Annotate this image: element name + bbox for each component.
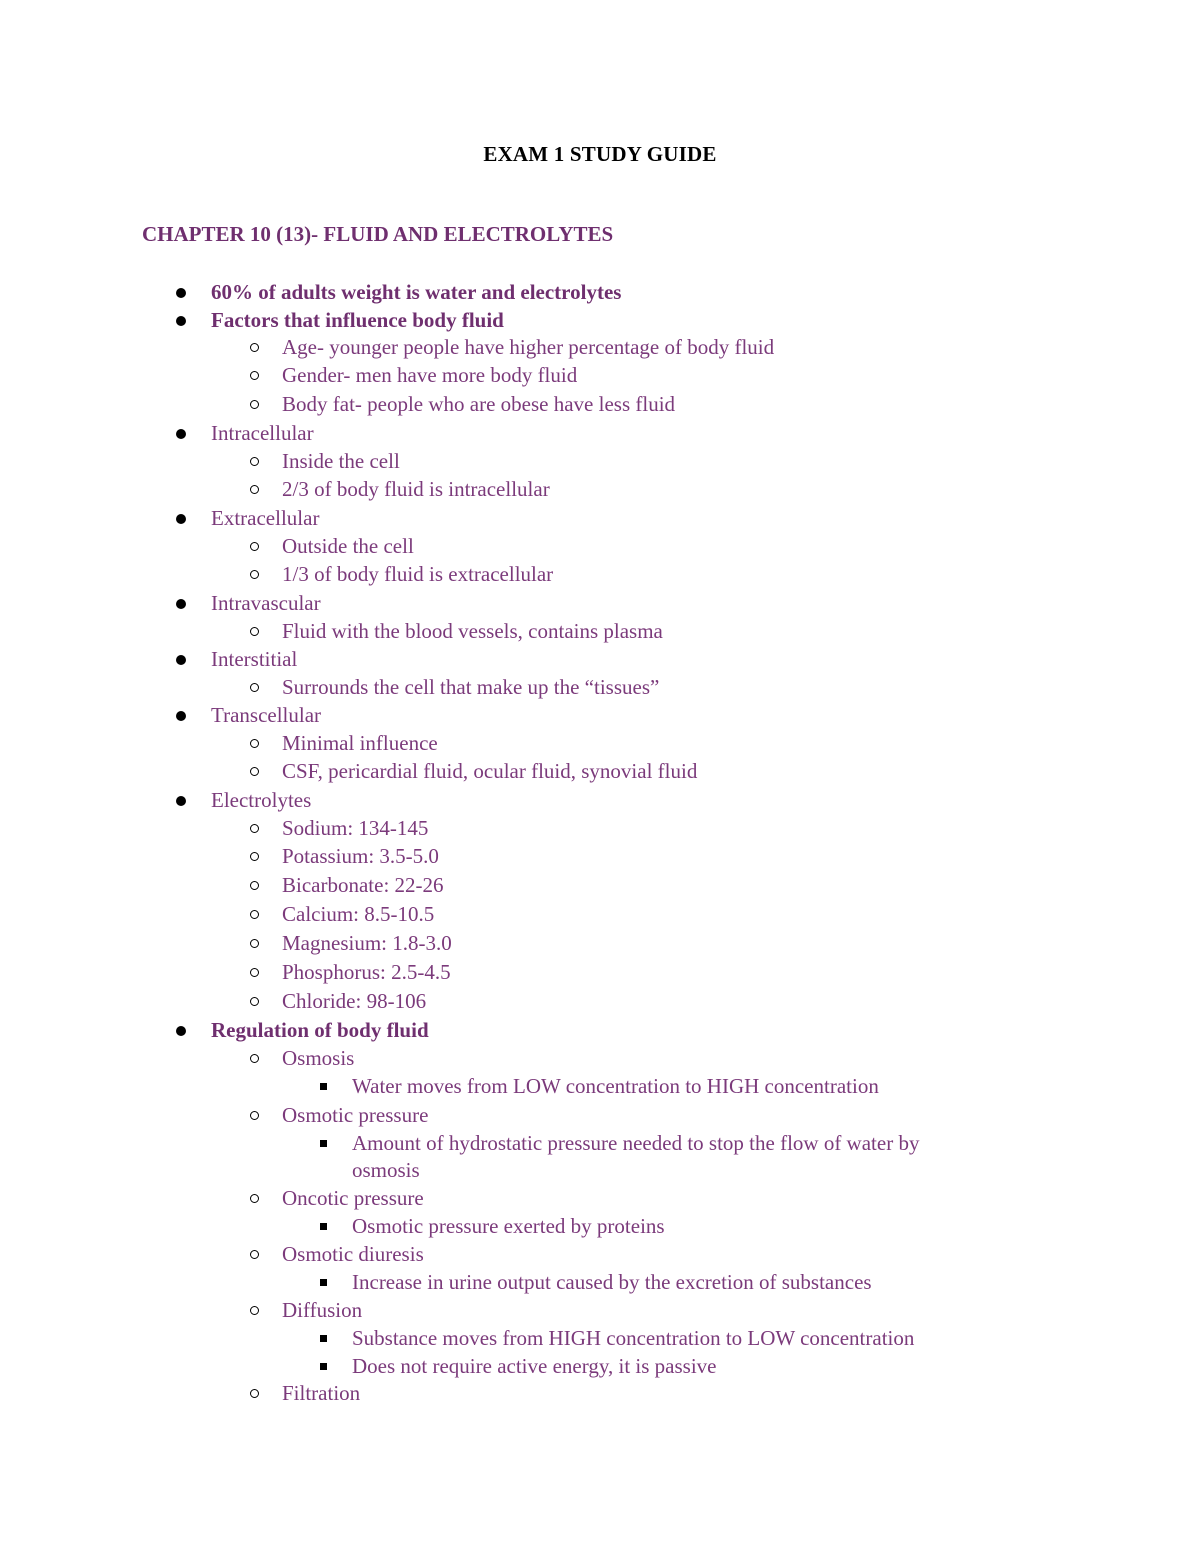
outline-item-text: Extracellular (211, 506, 320, 530)
outline-item-text: Diffusion (282, 1298, 363, 1322)
outline-item-level-2 (0, 729, 1200, 757)
outline-item-level-3 (0, 1352, 1200, 1380)
outline-item-level-2 (0, 958, 1200, 986)
outline-item-text: Amount of hydrostatic pressure needed to stop the flow of water by (352, 1131, 920, 1155)
outline-item-text: Magnesium: 1.8-3.0 (282, 931, 452, 955)
outline-item-level-1 (0, 504, 1200, 532)
chapter-heading: CHAPTER 10 (13)- FLUID AND ELECTROLYTES (142, 222, 614, 246)
outline-item-text: Substance moves from HIGH concentration to LOW concentration (352, 1326, 915, 1350)
outline-item-level-1 (0, 786, 1200, 814)
outline-item-text: Intracellular (211, 421, 314, 445)
outline-item-text: Gender- men have more body fluid (282, 363, 578, 387)
outline-item-level-1 (0, 419, 1200, 447)
outline-item-text: Surrounds the cell that make up the “tissues” (282, 675, 660, 699)
document-title: EXAM 1 STUDY GUIDE (483, 142, 717, 166)
outline-item-level-3 (0, 1324, 1200, 1352)
outline-item-level-1 (0, 589, 1200, 617)
outline-item-level-2 (0, 842, 1200, 870)
outline-item-text: Oncotic pressure (282, 1186, 424, 1210)
outline-item-level-1 (0, 1016, 1200, 1044)
outline-item-level-1 (0, 645, 1200, 673)
outline-item-level-2 (0, 900, 1200, 928)
outline-item-level-3 (0, 1072, 1200, 1100)
outline-item-level-3 (0, 1156, 1200, 1184)
outline-item-level-2 (0, 390, 1200, 418)
outline-item-text: Water moves from LOW concentration to HIGH concentration (352, 1074, 879, 1098)
outline-item-text: Body fat- people who are obese have less fluid (282, 392, 676, 416)
outline-item-level-2 (0, 1184, 1200, 1212)
outline-item-text: Bicarbonate: 22-26 (282, 873, 444, 897)
outline-item-level-2 (0, 1044, 1200, 1072)
outline-item-level-3 (0, 1129, 1200, 1157)
outline-item-level-2 (0, 333, 1200, 361)
outline-item-text: 1/3 of body fluid is extracellular (282, 562, 554, 586)
outline-item-text: Minimal influence (282, 731, 438, 755)
outline-item-text: Interstitial (211, 647, 298, 671)
outline-item-level-2 (0, 617, 1200, 645)
outline-item-text: Increase in urine output caused by the excretion of substances (352, 1270, 872, 1294)
outline-item-text: 2/3 of body fluid is intracellular (282, 477, 550, 501)
outline-item-text: Chloride: 98-106 (282, 989, 427, 1013)
outline-item-text: Does not require active energy, it is passive (352, 1354, 717, 1378)
outline-item-level-2 (0, 673, 1200, 701)
outline-item-text: Osmosis (282, 1046, 355, 1070)
outline-item-level-2 (0, 1240, 1200, 1268)
outline-item-text: Osmotic diuresis (282, 1242, 424, 1266)
outline-item-text: Phosphorus: 2.5-4.5 (282, 960, 451, 984)
outline-item-level-2 (0, 447, 1200, 475)
outline-item-text: Potassium: 3.5-5.0 (282, 844, 439, 868)
outline-item-level-2 (0, 1101, 1200, 1129)
outline-item-level-2 (0, 929, 1200, 957)
outline-item-text: Osmotic pressure exerted by proteins (352, 1214, 665, 1238)
outline-item-level-1 (0, 278, 1200, 306)
outline-item-level-1 (0, 701, 1200, 729)
outline-item-text: osmosis (352, 1158, 420, 1182)
outline-item-text: 60% of adults weight is water and electrolytes (211, 280, 622, 304)
outline-item-level-2 (0, 871, 1200, 899)
outline-item-text: Regulation of body fluid (211, 1018, 429, 1042)
outline-item-level-1 (0, 306, 1200, 334)
outline-item-level-2 (0, 475, 1200, 503)
outline-item-level-2 (0, 560, 1200, 588)
outline-item-text: Outside the cell (282, 534, 414, 558)
outline-item-text: Electrolytes (211, 788, 312, 812)
outline-item-text: Filtration (282, 1381, 361, 1405)
outline-item-level-2 (0, 361, 1200, 389)
outline-item-text: Factors that influence body fluid (211, 308, 504, 332)
outline-item-text: Osmotic pressure (282, 1103, 429, 1127)
outline-item-level-2 (0, 1379, 1200, 1407)
outline-item-text: CSF, pericardial fluid, ocular fluid, synovial fluid (282, 759, 698, 783)
outline-item-level-3 (0, 1268, 1200, 1296)
outline-item-level-2 (0, 757, 1200, 785)
outline-item-text: Calcium: 8.5-10.5 (282, 902, 435, 926)
outline-item-text: Transcellular (211, 703, 322, 727)
outline-item-level-2 (0, 1296, 1200, 1324)
outline-item-text: Fluid with the blood vessels, contains plasma (282, 619, 663, 643)
outline-item-level-2 (0, 532, 1200, 560)
outline-item-level-2 (0, 987, 1200, 1015)
outline-item-text: Age- younger people have higher percentage of body fluid (282, 335, 775, 359)
outline-item-level-3 (0, 1212, 1200, 1240)
outline-item-level-2 (0, 814, 1200, 842)
outline-item-text: Sodium: 134-145 (282, 816, 429, 840)
outline-item-text: Inside the cell (282, 449, 400, 473)
outline-item-text: Intravascular (211, 591, 321, 615)
